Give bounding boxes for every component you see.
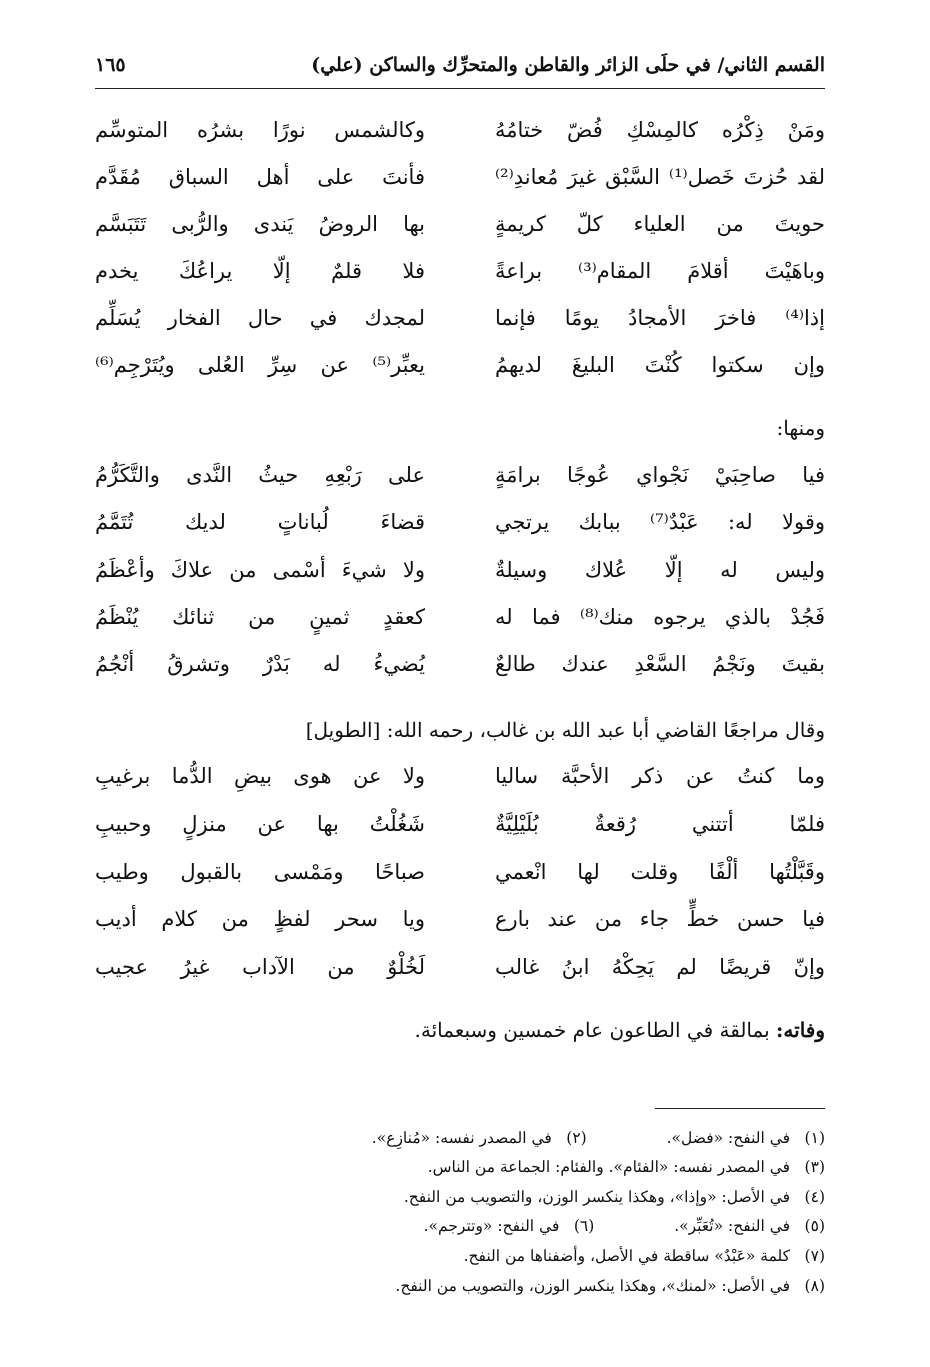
footnote-line (95, 1183, 825, 1211)
footnote-line (95, 1124, 825, 1152)
footnote-text: في النفح: «وتترجم». (423, 1217, 560, 1235)
verse-second-hemistich: بها الروضُ يَندى والرُّبى تَتَبَسَّم (95, 212, 425, 236)
footnote-text: في المصدر نفسه: «الفئام». والفئام: الجماعة من الناس. (427, 1158, 791, 1176)
header-divider (95, 88, 825, 89)
verse-line (95, 206, 825, 246)
footnote-number: (٨) (804, 1277, 825, 1295)
verse-line (95, 159, 825, 199)
verse-first-hemistich: فَجُدْ بالذي يرجوه منك⁽⁸⁾ فما له (495, 605, 825, 629)
page-number: ١٦٥ (95, 54, 126, 76)
footnote-number: (٧) (804, 1247, 825, 1265)
verse-first-hemistich: وباهَيْتَ أقلامَ المقام⁽³⁾ براعةً (495, 259, 826, 283)
verse-first-hemistich: وقولا له: عَبْدٌ⁽⁷⁾ ببابك يرتجي (495, 510, 825, 534)
footnote-number: (١) (804, 1129, 825, 1147)
verse-second-hemistich: فلا قلمٌ إلّا يراعُكَ يخدم (95, 259, 425, 283)
verse-second-hemistich: لمجدك في حال الفخار يُسَلِّم (95, 306, 425, 330)
verse-second-hemistich: كعقدٍ ثمينٍ من ثنائك يُنْظَمُ (95, 605, 425, 629)
footnote-line (95, 1272, 825, 1300)
verse-first-hemistich: لقد حُزتَ خَصل⁽¹⁾ السَّبْق غيرَ مُعاندِ⁽²⁾ (495, 165, 825, 189)
footnote-line (95, 1212, 825, 1240)
footnote-text: في الأصل: «وإذا»، وهكذا ينكسر الوزن، والتصويب من النفح. (403, 1188, 791, 1206)
verse-second-hemistich: على رَبْعِهِ حيثُ النَّدى والتَّكَرُّمُ (95, 463, 425, 487)
footnote-number: (٢) (566, 1129, 587, 1147)
verse-line (95, 300, 825, 340)
verse-line (95, 901, 825, 941)
verse-second-hemistich: يُضيءُ له بَدْرٌ وتشرقُ أنْجُمُ (95, 652, 425, 676)
verse-first-hemistich: ومَنْ ذِكْرُه كالمِسْكِ فُضّ ختامُهُ (495, 118, 825, 142)
footnote-text: في النفح: «تُعَبِّر». (674, 1217, 791, 1235)
verse-second-hemistich: فأنتَ على أهل السباق مُقَدَّم (95, 165, 425, 189)
footnote-text: في المصدر نفسه: «مُنازِع». (371, 1129, 552, 1147)
verse-second-hemistich: ولا شيءَ أسْمى من علاكَ وأعْظَمُ (95, 558, 425, 582)
verse-first-hemistich: وقَبَّلْتُها ألْفًا وقلت لها انْعمي (495, 860, 825, 884)
verse-second-hemistich: ويا سحر لفظٍ من كلام أديب (95, 907, 425, 931)
verse-first-hemistich: حويتَ من العلياء كلّ كريمةٍ (495, 212, 825, 236)
verse-line (95, 599, 825, 639)
footnote-divider (655, 1108, 825, 1109)
running-header (95, 50, 825, 90)
footnote-text: في النفح: «فضل». (666, 1129, 791, 1147)
verse-first-hemistich: وما كنتُ عن ذكر الأحبَّة ساليا (495, 764, 825, 788)
verse-first-hemistich: وليس له إلّا عُلاك وسيلةٌ (495, 558, 825, 582)
verse-line (95, 347, 825, 387)
footnote-line (95, 1242, 825, 1270)
verse-line (95, 854, 825, 894)
verse-line (95, 758, 825, 798)
footnote-number: (٤) (804, 1188, 825, 1206)
verse-line (95, 253, 825, 293)
death-text: بمالقة في الطاعون عام خمسين وسبعمائة. (414, 1018, 777, 1042)
footnote-number: (٦) (573, 1217, 595, 1235)
verse-first-hemistich: فلمّا أتتني رُقعةٌ بُلَيْلِيَّةٌ (495, 812, 825, 836)
verse-first-hemistich: وإنّ قريضًا لم يَحِكْهُ ابنُ غالب (495, 955, 825, 979)
verse-second-hemistich: لَخُلْوٌ من الآداب غيرُ عجيب (95, 955, 425, 979)
footnote-text: في الأصل: «لمنك»، وهكذا ينكسر الوزن، والتصويب من النفح. (395, 1277, 791, 1295)
verse-second-hemistich: قضاءَ لُباناتٍ لديك تُتَمَّمُ (95, 510, 425, 534)
verse-line (95, 646, 825, 686)
verse-first-hemistich: وإن سكتوا كُنْتَ البليغَ لديهمُ (495, 353, 825, 377)
verse-line (95, 806, 825, 846)
footnote-text: كلمة «عَبْدٌ» ساقطة في الأصل، وأضفناها من النفح. (463, 1247, 791, 1265)
verse-line (95, 949, 825, 989)
verse-second-hemistich: صباحًا ومَمْسى بالقبول وطيب (95, 860, 425, 884)
verse-line (95, 457, 825, 497)
section-label: ومنها: (776, 416, 825, 440)
verse-second-hemistich: ولا عن هوى بيضِ الدُّما برغيبِ (95, 764, 425, 788)
footnote-number: (٥) (804, 1217, 825, 1235)
footnote-number: (٣) (804, 1158, 825, 1176)
verse-line (95, 552, 825, 592)
header-title: القسم الثاني/ في حلَى الزائر والقاطن والمتحرِّك والساكن (علي) (311, 54, 825, 76)
verse-first-hemistich: فيا حسن خطٍّ جاء من عند بارع (495, 907, 825, 931)
intro-paragraph: وقال مراجعًا القاضي أبا عبد الله بن غالب، رحمه الله: [الطويل] (305, 718, 825, 742)
death-label: وفاته: (776, 1018, 825, 1042)
verse-line (95, 112, 825, 152)
death-paragraph (95, 1012, 825, 1048)
verse-first-hemistich: فيا صاحِبَيْ نَجْواي عُوجًا برامَةٍ (495, 463, 825, 487)
verse-line (95, 504, 825, 544)
verse-first-hemistich: بقيتَ ونَجْمُ السَّعْدِ عندك طالعٌ (495, 652, 825, 676)
verse-second-hemistich: شَغُلْتُ بها عن منزلٍ وحبيبِ (95, 812, 425, 836)
verse-first-hemistich: إذا⁽⁴⁾ فاخرَ الأمجادُ يومًا فإنما (495, 306, 825, 330)
verse-second-hemistich: يعبِّر⁽⁵⁾ عن سِرِّ العُلى ويُتَرْجِم⁽⁶⁾ (95, 353, 425, 377)
verse-second-hemistich: وكالشمس نورًا بشرُه المتوسِّم (95, 118, 425, 142)
footnote-line (95, 1153, 825, 1181)
